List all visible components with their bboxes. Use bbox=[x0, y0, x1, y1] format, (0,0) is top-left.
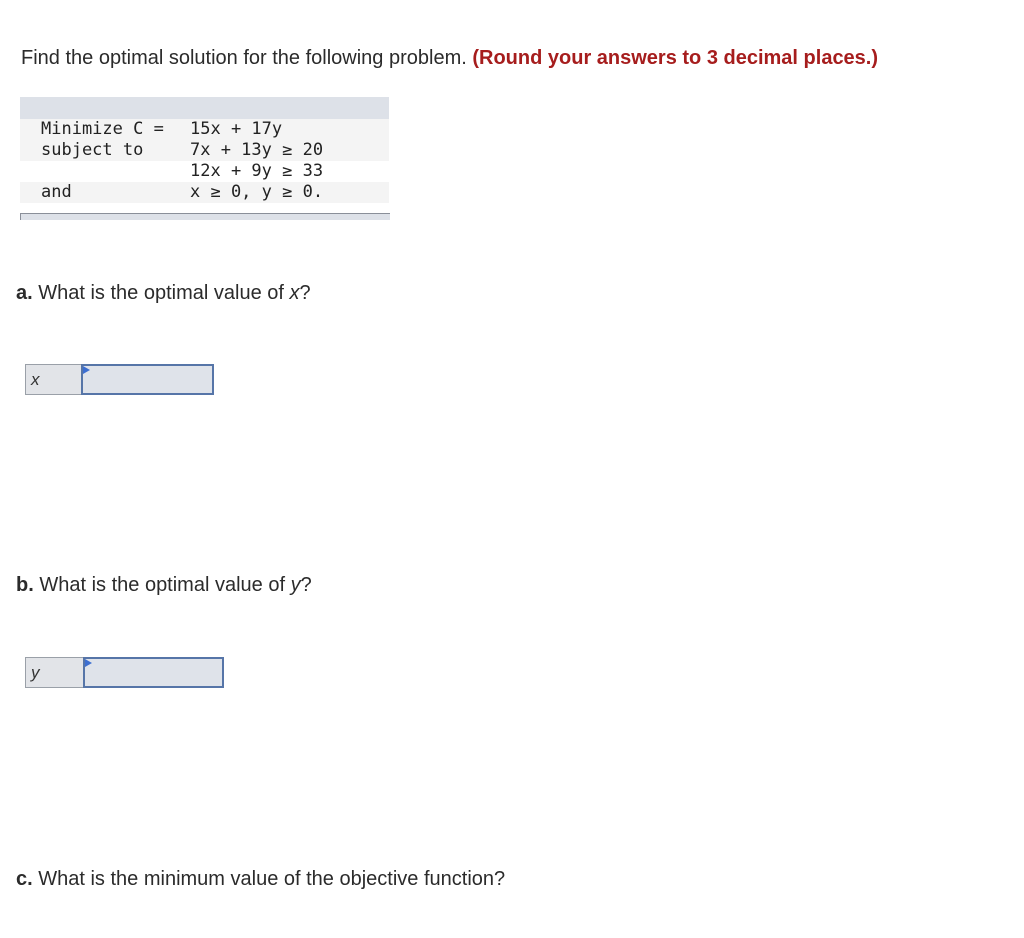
input-marker-icon bbox=[85, 659, 92, 667]
question-a-var: x bbox=[289, 282, 300, 304]
constraint-row-1 bbox=[20, 140, 389, 161]
question-a-letter: a. bbox=[16, 282, 33, 304]
constraint-1: 7x + 13y ≥ 20 bbox=[190, 140, 324, 160]
nonneg-constraint: x ≥ 0, y ≥ 0. bbox=[190, 182, 324, 202]
question-b-var: y bbox=[290, 574, 301, 596]
question-b-letter: b. bbox=[16, 574, 34, 596]
rounding-hint: (Round your answers to 3 decimal places.) bbox=[472, 47, 879, 69]
answer-y-input[interactable] bbox=[83, 657, 224, 688]
question-b-end: ? bbox=[300, 574, 312, 596]
constraints-label: subject to bbox=[41, 140, 144, 160]
question-c-letter: c. bbox=[16, 868, 33, 890]
objective-expression: 15x + 17y bbox=[190, 119, 283, 139]
input-marker-icon bbox=[83, 366, 90, 374]
question-a bbox=[16, 281, 311, 305]
answer-x-input[interactable] bbox=[81, 364, 214, 395]
table-header-bar bbox=[20, 97, 389, 119]
constraint-2: 12x + 9y ≥ 33 bbox=[190, 161, 324, 181]
answer-x-label: x bbox=[25, 364, 83, 395]
question-c-text: What is the minimum value of the objective function? bbox=[38, 868, 506, 890]
question-b-text: What is the optimal value of bbox=[39, 574, 286, 596]
problem-table bbox=[20, 97, 389, 223]
constraint-row-2 bbox=[20, 161, 389, 182]
question-a-text: What is the optimal value of bbox=[38, 282, 284, 304]
objective-row bbox=[20, 119, 389, 140]
nonneg-row bbox=[20, 182, 389, 203]
question-a-end: ? bbox=[299, 282, 311, 304]
question-c bbox=[16, 867, 505, 891]
question-b bbox=[16, 573, 312, 597]
objective-label: Minimize C = bbox=[41, 119, 164, 139]
answer-y-group bbox=[25, 657, 225, 688]
table-footer-bar bbox=[20, 213, 390, 220]
answer-x-group bbox=[25, 364, 215, 395]
instructions bbox=[21, 46, 878, 70]
nonneg-label: and bbox=[41, 182, 72, 202]
instructions-text: Find the optimal solution for the following problem. bbox=[21, 47, 467, 69]
answer-y-label: y bbox=[25, 657, 85, 688]
